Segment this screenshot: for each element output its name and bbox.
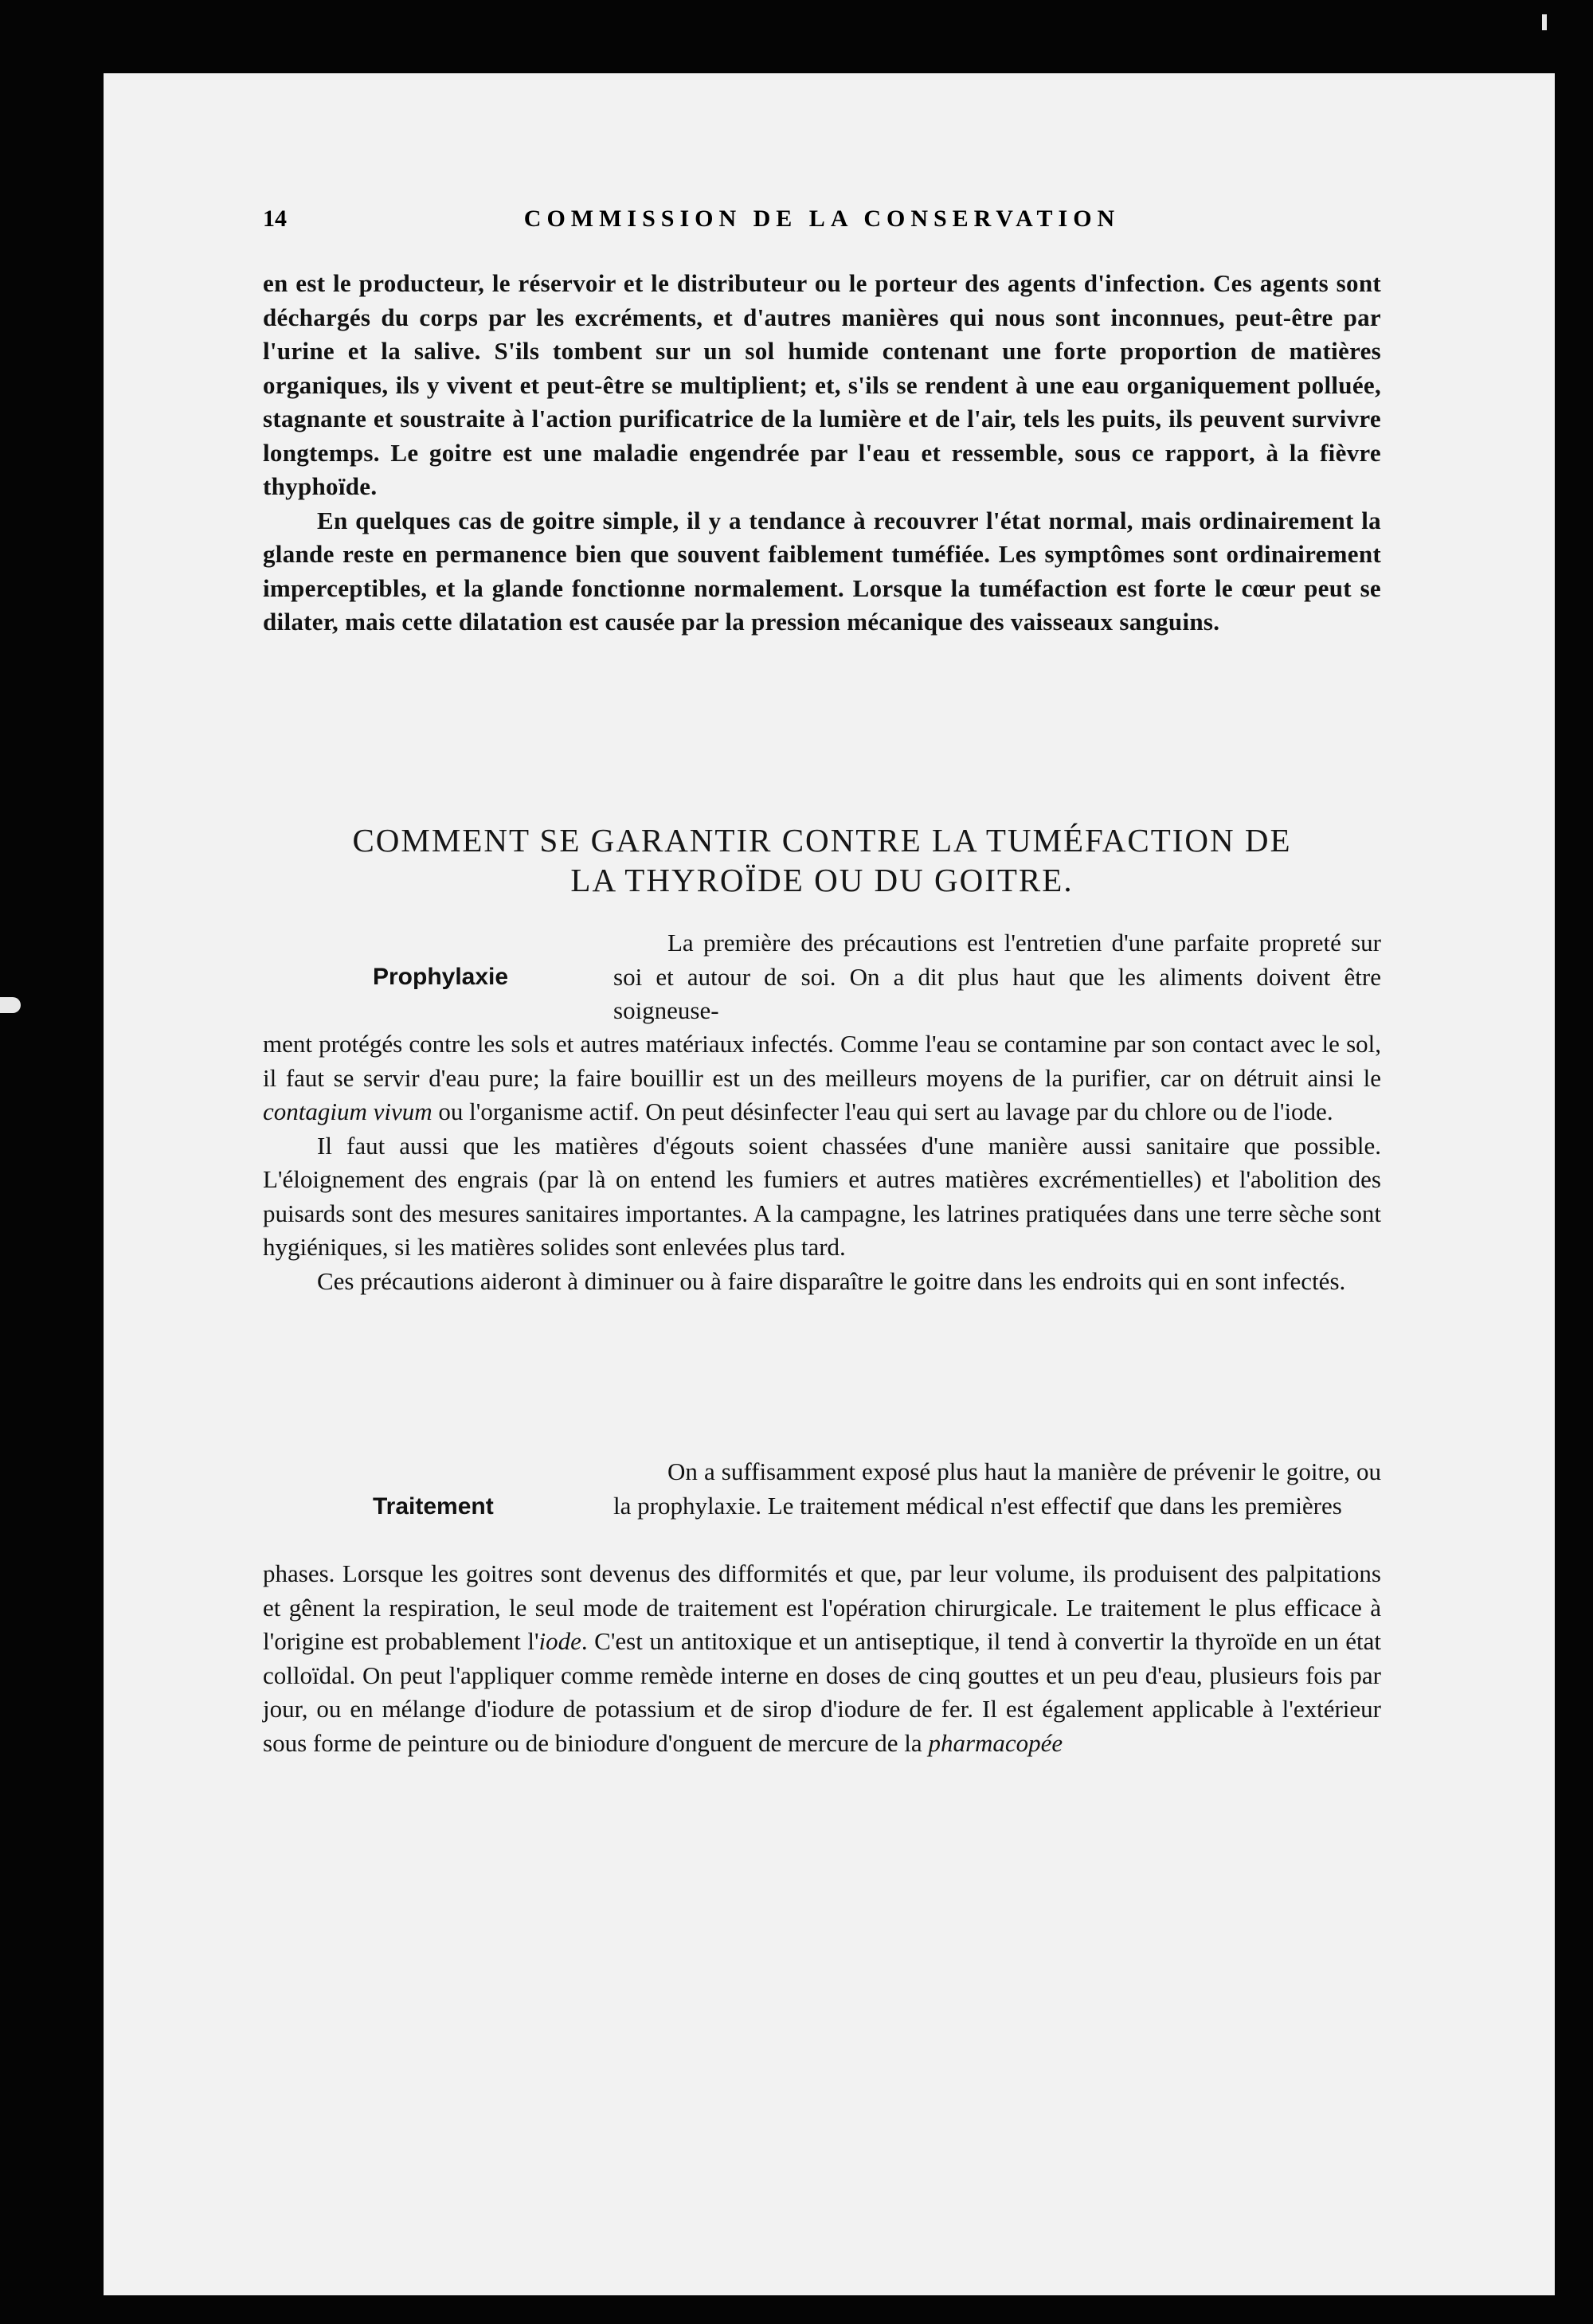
traitement-lead <box>613 1455 1381 1523</box>
running-title: COMMISSION DE LA CONSERVATION <box>523 205 1121 232</box>
traitement-text-b: . C'est un antitoxique et un antiseptique, il tend à convertir la thyroïde en un état colloïdal. On peut l'appliquer comme remède interne en doses de cinq gouttes et un peu d'eau, plusieurs fois par jour, ou en mélange d'iodure de potassium et de sirop d'iodure de fer. Il est également applicable à l'extérieur sous forme de peinture ou de biniodure d'onguent de mercure de la <box>263 1627 1381 1757</box>
running-header <box>263 205 1381 237</box>
prophylaxie-body <box>263 1027 1381 1298</box>
traitement-body <box>263 1557 1381 1760</box>
scan-mark-left <box>0 997 21 1013</box>
prophylaxie-lead <box>613 926 1381 1028</box>
prophylaxie-text-a: ment protégés contre les sols et autres matériaux infectés. Comme l'eau se contamine par son contact avec le sol, il faut se servir d'eau pure; la faire bouillir est un des meilleurs moyens de la purifier, car on détruit ainsi le <box>263 1030 1381 1092</box>
section-heading <box>263 820 1381 900</box>
intro-paragraph-2: En quelques cas de goitre simple, il y a tendance à recouvrer l'état normal, mais ordinairement la glande reste en permanence bien que souvent faiblement tuméfiée. Les symptômes sont ordinairement imperceptibles, et la glande fonctionne normalement. Lorsque la tuméfaction est forte le cœur peut se dilater, mais cette dilatation est causée par la pression mécanique des vaisseaux sanguins. <box>263 506 1381 636</box>
traitement-italic-1: iode <box>538 1627 581 1655</box>
traitement-italic-2: pharmacopée <box>928 1728 1063 1757</box>
traitement-text-a: phases. Lorsque les goitres sont devenus des difformités et que, par leur volume, ils produisent des palpitations et gênent la respiration, le seul mode de traitement est l'opération chirurgicale. Le traitement le plus efficace à l'origine est probablement l' <box>263 1559 1381 1655</box>
intro-paragraph-1: en est le producteur, le réservoir et le distributeur ou le porteur des agents d'infection. Ces agents sont déchargés du corps par les excréments, et d'autres manières qui nous sont inconnues, peut-être par l'urine et la salive. S'ils tombent sur un sol humide contenant une forte proportion de matières organiques, ils y vivent et peut-être se multiplient; et, s'ils se rendent à une eau organiquement polluée, stagnante et soustraite à l'action purificatrice de la lumière et de l'air, tels les puits, ils peuvent survivre longtemps. Le goitre est une maladie engendrée par l'eau et ressemble, sous ce rapport, à la fièvre thyphoïde. <box>263 269 1381 500</box>
prophylaxie-lead-text: La première des précautions est l'entretien d'une parfaite propreté sur soi et autour de soi. On a dit plus haut que les aliments doivent être soigneuse- <box>613 929 1381 1024</box>
prophylaxie-paragraph-3: Ces précautions aideront à diminuer ou à faire disparaître le goitre dans les endroits qui en sont infectés. <box>317 1266 1346 1295</box>
prophylaxie-label: Prophylaxie <box>373 964 509 990</box>
traitement-continuation <box>263 1557 1381 1760</box>
page-number: 14 <box>263 205 287 232</box>
prophylaxie-paragraph-2: Il faut aussi que les matières d'égouts soient chassées d'une manière aussi sanitaire que possible. L'éloignement des engrais (par là on entend les fumiers et autres matières excrémentielles) et l'abolition des puisards sont des mesures sanitaires importantes. A la campagne, les latrines pratiquées dans une terre sèche sont hygiéniques, si les matières solides sont enlevées plus tard. <box>263 1131 1381 1261</box>
prophylaxie-text-b: ou l'organisme actif. On peut désinfecter l'eau qui sert au lavage par du chlore ou de l'iode. <box>432 1097 1333 1125</box>
traitement-label: Traitement <box>373 1493 494 1520</box>
prophylaxie-italic: contagium vivum <box>263 1097 432 1125</box>
prophylaxie-continuation <box>263 1027 1381 1129</box>
scan-mark-top <box>1542 14 1547 30</box>
intro-text <box>263 267 1381 640</box>
section-heading-line-2: LA THYROÏDE OU DU GOITRE. <box>570 862 1074 898</box>
section-heading-line-1: COMMENT SE GARANTIR CONTRE LA TUMÉFACTION DE <box>352 822 1292 859</box>
traitement-lead-text: On a suffisamment exposé plus haut la manière de prévenir le goitre, ou la prophylaxie. Le traitement médical n'est effectif que dans les premières <box>613 1457 1381 1520</box>
